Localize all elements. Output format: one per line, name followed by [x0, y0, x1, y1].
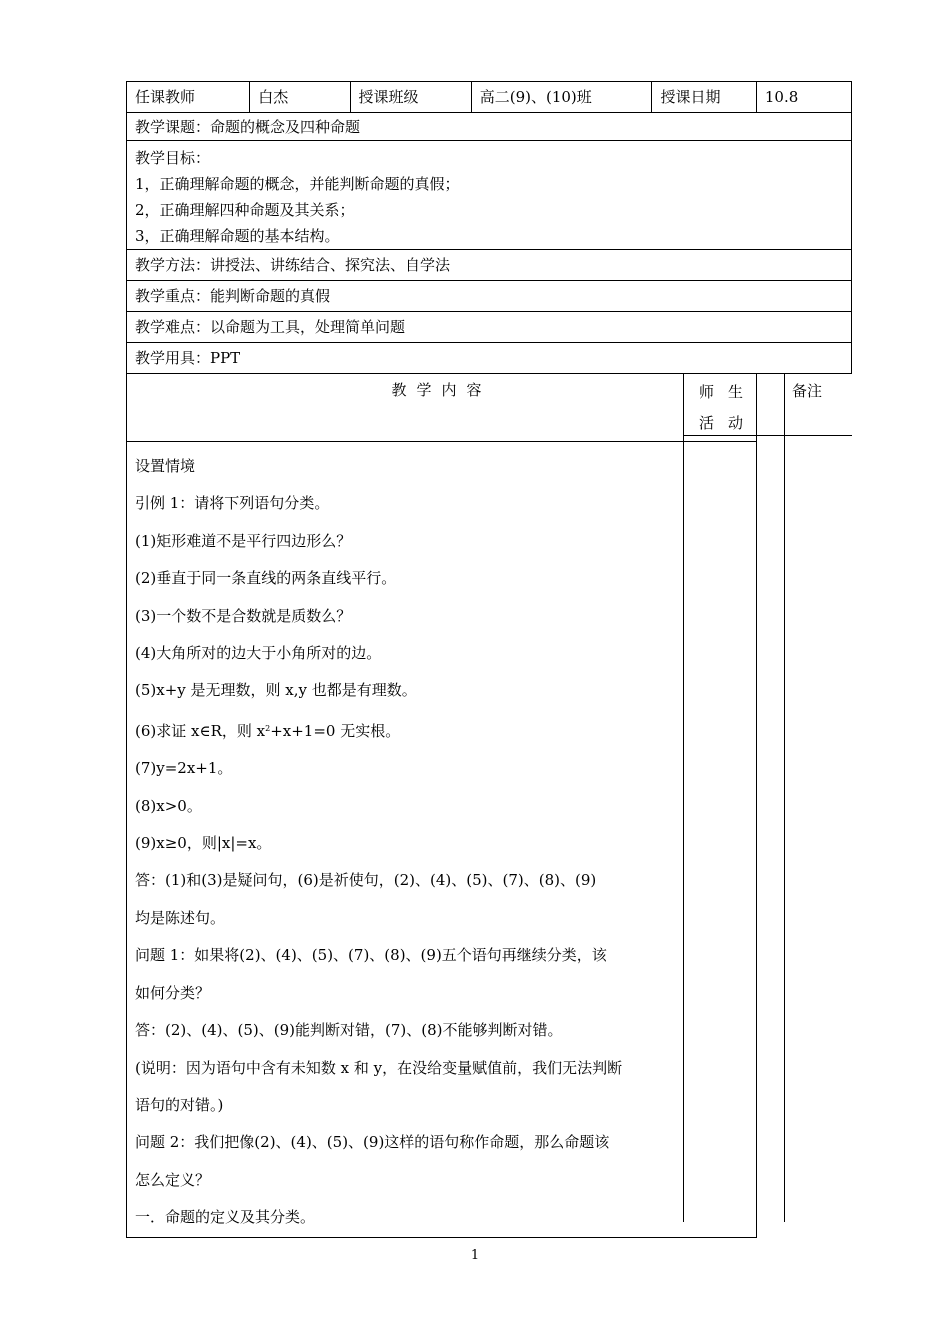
activity-header-line: 活动: [699, 414, 758, 432]
exponent: 2: [265, 723, 271, 733]
method-row: [127, 250, 852, 281]
header-row: [127, 82, 852, 113]
tools-cell: 教学用具：PPT: [127, 343, 852, 374]
topic-cell: 教学课题：命题的概念及四种命题: [127, 113, 852, 141]
topic-row: [127, 113, 852, 141]
content-line: (5)x+y 是无理数，则 x,y 也都是有理数。: [135, 681, 417, 700]
content-line: 怎么定义？: [135, 1170, 211, 1189]
content-column-header: 教学内容: [127, 374, 757, 442]
content-line: 语句的对错。): [135, 1095, 224, 1114]
content-line: [135, 710, 748, 750]
content-line: 均是陈述句。: [135, 908, 226, 927]
content-line: 问题 2：我们把像(2)、(4)、(5)、(9)这样的语句称作命题，那么命题该: [135, 1133, 610, 1152]
content-line: 引例 1：请将下列语句分类。: [135, 494, 330, 513]
objective-item: 1，正确理解命题的概念，并能判断命题的真假；: [135, 175, 460, 193]
content-line: (7)y=2x+1。: [135, 759, 233, 778]
method-cell: 教学方法：讲授法、讲练结合、探究法、自学法: [127, 250, 852, 281]
key-point-cell: 教学重点：能判断命题的真假: [127, 281, 852, 312]
content-line: (9)x≥0，则|x|=x。: [135, 834, 272, 853]
content-cell: [127, 442, 757, 1238]
difficulty-cell: 教学难点：以命题为工具，处理简单问题: [127, 312, 852, 343]
teacher-value: 白杰: [250, 82, 350, 113]
content-fragment: (6)求证 x∈R，则 x: [135, 721, 266, 740]
date-value: 10.8: [756, 82, 851, 113]
content-line: 答：(2)、(4)、(5)、(9)能判断对错，(7)、(8)不能够判断对错。: [135, 1021, 563, 1040]
content-line: (4)大角所对的边大于小角所对的边。: [135, 644, 382, 663]
objective-item: 3，正确理解命题的基本结构。: [135, 227, 340, 245]
content-line: 设置情境: [135, 457, 196, 475]
teacher-label: 任课教师: [127, 82, 250, 113]
content-line: 答：(1)和(3)是疑问句，(6)是祈使句，(2)、(4)、(5)、(7)、(8)、(9): [135, 871, 597, 890]
date-label: 授课日期: [652, 82, 756, 113]
objectives-row: [127, 141, 852, 250]
content-line: (3)一个数不是合数就是质数么？: [135, 606, 352, 625]
column-header-row: [127, 374, 852, 442]
content-line: 问题 1：如果将(2)、(4)、(5)、(7)、(8)、(9)五个语句再继续分类，该: [135, 946, 607, 965]
content-line: 如何分类？: [135, 983, 211, 1002]
objective-item: 2，正确理解四种命题及其关系；: [135, 201, 355, 219]
difficulty-row: [127, 312, 852, 343]
content-row: [127, 442, 852, 1238]
remark-header: 备注: [792, 382, 823, 400]
objectives-cell: [127, 141, 852, 250]
tools-row: [127, 343, 852, 374]
key-point-row: [127, 281, 852, 312]
lesson-plan-table: [126, 81, 852, 1238]
content-line: (1)矩形难道不是平行四边形么？: [135, 531, 352, 550]
content-line: (8)x>0。: [135, 796, 202, 815]
content-line: 一．命题的定义及其分类。: [135, 1208, 316, 1227]
content-fragment: +x+1=0 无实根。: [270, 721, 401, 740]
class-value: 高二(9)、(10)班: [471, 82, 652, 113]
class-label: 授课班级: [350, 82, 471, 113]
page-number: 1: [470, 1248, 480, 1263]
content-line: (说明：因为语句中含有未知数 x 和 y，在没给变量赋值前，我们无法判断: [135, 1058, 623, 1077]
objectives-heading: 教学目标：: [135, 149, 211, 167]
content-line: (2)垂直于同一条直线的两条直线平行。: [135, 569, 397, 588]
activity-header-line: 师生: [699, 383, 758, 401]
